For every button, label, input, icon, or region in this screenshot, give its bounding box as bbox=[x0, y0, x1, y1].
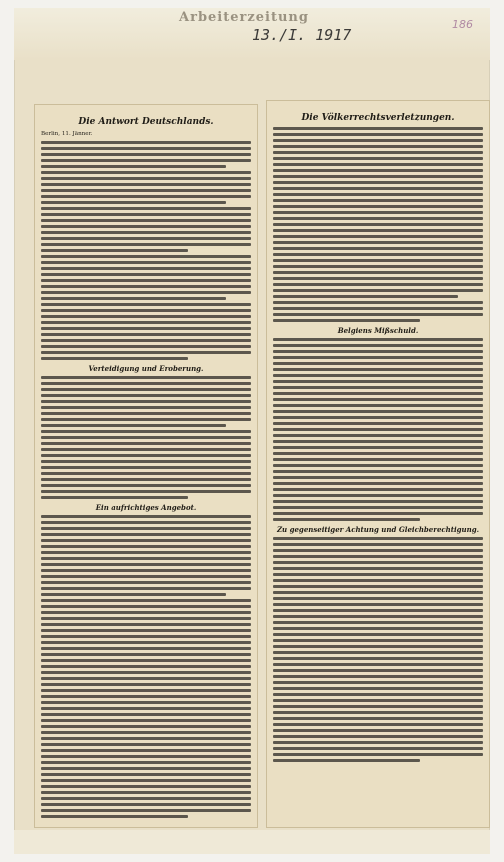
right-body-block-1 bbox=[273, 127, 483, 322]
left-body-block-1 bbox=[41, 141, 251, 252]
right-body-block-2 bbox=[273, 338, 483, 521]
left-column bbox=[41, 111, 251, 821]
right-section-1-heading: Belgiens Mißschuld. bbox=[337, 326, 419, 335]
left-section-2-heading: Ein aufrichtiges Angebot. bbox=[95, 502, 197, 512]
handwritten-date: 13./I. 1917 bbox=[252, 26, 352, 44]
right-newspaper-clipping bbox=[266, 100, 490, 828]
archive-number: 186 bbox=[452, 18, 473, 31]
right-column bbox=[273, 107, 483, 821]
left-dateline: Berlin, 11. Jänner. bbox=[41, 131, 93, 137]
left-section-1-heading: Verteidigung und Eroberung. bbox=[88, 363, 204, 373]
sheet-bottom-margin bbox=[14, 830, 490, 854]
left-clipping-title: Die Antwort Deutschlands. bbox=[78, 117, 214, 127]
archive-sheet bbox=[14, 8, 490, 854]
left-body-block-4 bbox=[41, 515, 251, 818]
right-clipping-title: Die Völkerrechtsverletzungen. bbox=[301, 113, 455, 123]
left-body-block-2 bbox=[41, 255, 251, 360]
newspaper-masthead: Arbeiterzeitung bbox=[179, 10, 309, 25]
left-newspaper-clipping bbox=[34, 104, 258, 828]
left-body-block-3 bbox=[41, 376, 251, 499]
right-body-block-3 bbox=[273, 537, 483, 762]
sheet-header bbox=[14, 8, 490, 60]
right-section-2-heading: Zu gegenseitiger Achtung und Gleichberechtigung. bbox=[276, 525, 480, 534]
